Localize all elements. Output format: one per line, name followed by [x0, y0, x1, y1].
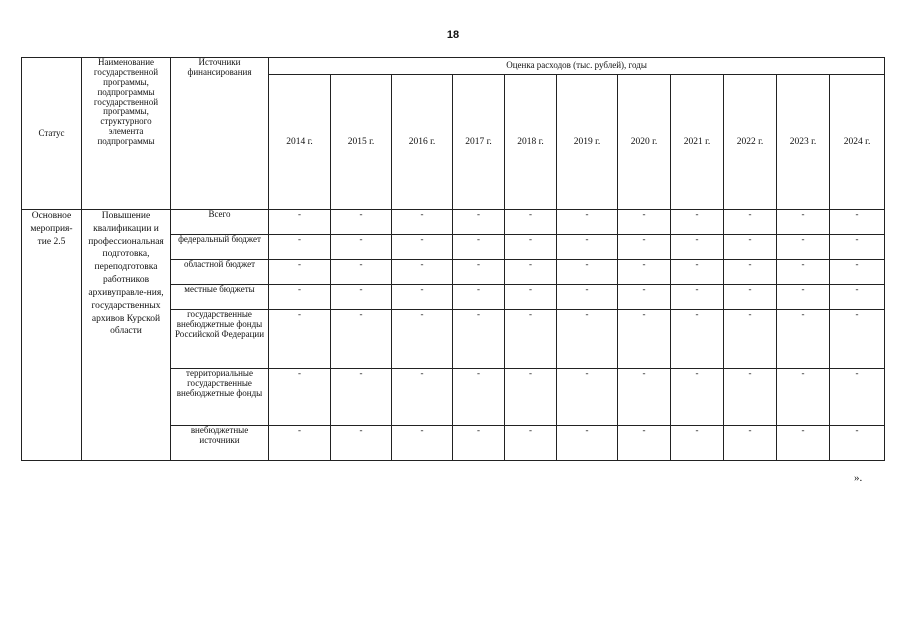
- value-cell: -: [269, 235, 331, 260]
- value-cell: -: [671, 210, 724, 235]
- value-cell: -: [618, 285, 671, 310]
- year-header: 2018 г.: [505, 75, 557, 210]
- value-cell: -: [777, 369, 830, 426]
- value-cell: -: [557, 426, 618, 461]
- value-cell: -: [392, 210, 453, 235]
- year-header: 2022 г.: [724, 75, 777, 210]
- value-cell: -: [777, 235, 830, 260]
- value-cell: -: [392, 260, 453, 285]
- year-header: 2024 г.: [830, 75, 885, 210]
- value-cell: -: [830, 426, 885, 461]
- value-cell: -: [618, 369, 671, 426]
- value-cell: -: [453, 260, 505, 285]
- estimate-header: Оценка расходов (тыс. рублей), годы: [269, 58, 885, 75]
- value-cell: -: [830, 285, 885, 310]
- value-cell: -: [830, 235, 885, 260]
- value-cell: -: [331, 310, 392, 369]
- year-header: 2021 г.: [671, 75, 724, 210]
- value-cell: -: [505, 285, 557, 310]
- value-cell: -: [830, 260, 885, 285]
- year-header: 2016 г.: [392, 75, 453, 210]
- value-cell: -: [505, 426, 557, 461]
- value-cell: -: [392, 310, 453, 369]
- funding-source-cell: внебюджетные источники: [171, 426, 269, 461]
- value-cell: -: [392, 285, 453, 310]
- year-header: 2014 г.: [269, 75, 331, 210]
- value-cell: -: [724, 210, 777, 235]
- program-name-cell: Повышение квалификации и профессиональная подготовка, переподготовка работников архивуправле-ния, государственных архивов Курской области: [82, 210, 171, 461]
- value-cell: -: [724, 369, 777, 426]
- status-header: Статус: [22, 58, 82, 210]
- value-cell: -: [453, 285, 505, 310]
- value-cell: -: [724, 260, 777, 285]
- value-cell: -: [505, 310, 557, 369]
- value-cell: -: [331, 260, 392, 285]
- value-cell: -: [331, 369, 392, 426]
- value-cell: -: [618, 235, 671, 260]
- value-cell: -: [777, 260, 830, 285]
- value-cell: -: [269, 426, 331, 461]
- funding-source-cell: территориальные государственные внебюджетные фонды: [171, 369, 269, 426]
- funding-source-cell: областной бюджет: [171, 260, 269, 285]
- value-cell: -: [830, 310, 885, 369]
- year-header: 2023 г.: [777, 75, 830, 210]
- value-cell: -: [331, 285, 392, 310]
- value-cell: -: [671, 285, 724, 310]
- value-cell: -: [505, 235, 557, 260]
- value-cell: -: [392, 235, 453, 260]
- value-cell: -: [453, 426, 505, 461]
- value-cell: -: [392, 426, 453, 461]
- value-cell: -: [557, 369, 618, 426]
- closing-quote-mark: ».: [854, 472, 863, 484]
- value-cell: -: [777, 285, 830, 310]
- sources-header: Источники финансирования: [171, 58, 269, 210]
- value-cell: -: [671, 369, 724, 426]
- year-header: 2017 г.: [453, 75, 505, 210]
- name-header: Наименование государственной программы, подпрограммы государственной программы, структурного элемента подпрограммы: [82, 58, 171, 210]
- value-cell: -: [830, 369, 885, 426]
- value-cell: -: [777, 210, 830, 235]
- value-cell: -: [777, 310, 830, 369]
- budget-table: [21, 57, 885, 461]
- value-cell: -: [777, 426, 830, 461]
- funding-source-cell: государственные внебюджетные фонды Российской Федерации: [171, 310, 269, 369]
- value-cell: -: [724, 426, 777, 461]
- value-cell: -: [618, 426, 671, 461]
- value-cell: -: [557, 285, 618, 310]
- funding-source-cell: Всего: [171, 210, 269, 235]
- value-cell: -: [618, 260, 671, 285]
- table-row: [22, 210, 885, 235]
- value-cell: -: [671, 310, 724, 369]
- header-row: [22, 58, 885, 75]
- value-cell: -: [453, 310, 505, 369]
- value-cell: -: [557, 210, 618, 235]
- status-cell: Основное мероприя-тие 2.5: [22, 210, 82, 461]
- value-cell: -: [453, 210, 505, 235]
- value-cell: -: [269, 369, 331, 426]
- value-cell: -: [671, 235, 724, 260]
- value-cell: -: [618, 210, 671, 235]
- value-cell: -: [830, 210, 885, 235]
- value-cell: -: [618, 310, 671, 369]
- funding-source-cell: федеральный бюджет: [171, 235, 269, 260]
- value-cell: -: [269, 310, 331, 369]
- page-number: 18: [446, 29, 460, 41]
- value-cell: -: [505, 369, 557, 426]
- value-cell: -: [557, 235, 618, 260]
- value-cell: -: [331, 235, 392, 260]
- year-header: 2020 г.: [618, 75, 671, 210]
- value-cell: -: [724, 235, 777, 260]
- value-cell: -: [392, 369, 453, 426]
- value-cell: -: [557, 260, 618, 285]
- value-cell: -: [269, 285, 331, 310]
- value-cell: -: [671, 260, 724, 285]
- value-cell: -: [453, 235, 505, 260]
- value-cell: -: [724, 285, 777, 310]
- value-cell: -: [453, 369, 505, 426]
- value-cell: -: [331, 210, 392, 235]
- value-cell: -: [724, 310, 777, 369]
- value-cell: -: [671, 426, 724, 461]
- value-cell: -: [331, 426, 392, 461]
- value-cell: -: [269, 210, 331, 235]
- year-header: 2019 г.: [557, 75, 618, 210]
- year-header: 2015 г.: [331, 75, 392, 210]
- value-cell: -: [505, 260, 557, 285]
- value-cell: -: [269, 260, 331, 285]
- value-cell: -: [505, 210, 557, 235]
- value-cell: -: [557, 310, 618, 369]
- funding-source-cell: местные бюджеты: [171, 285, 269, 310]
